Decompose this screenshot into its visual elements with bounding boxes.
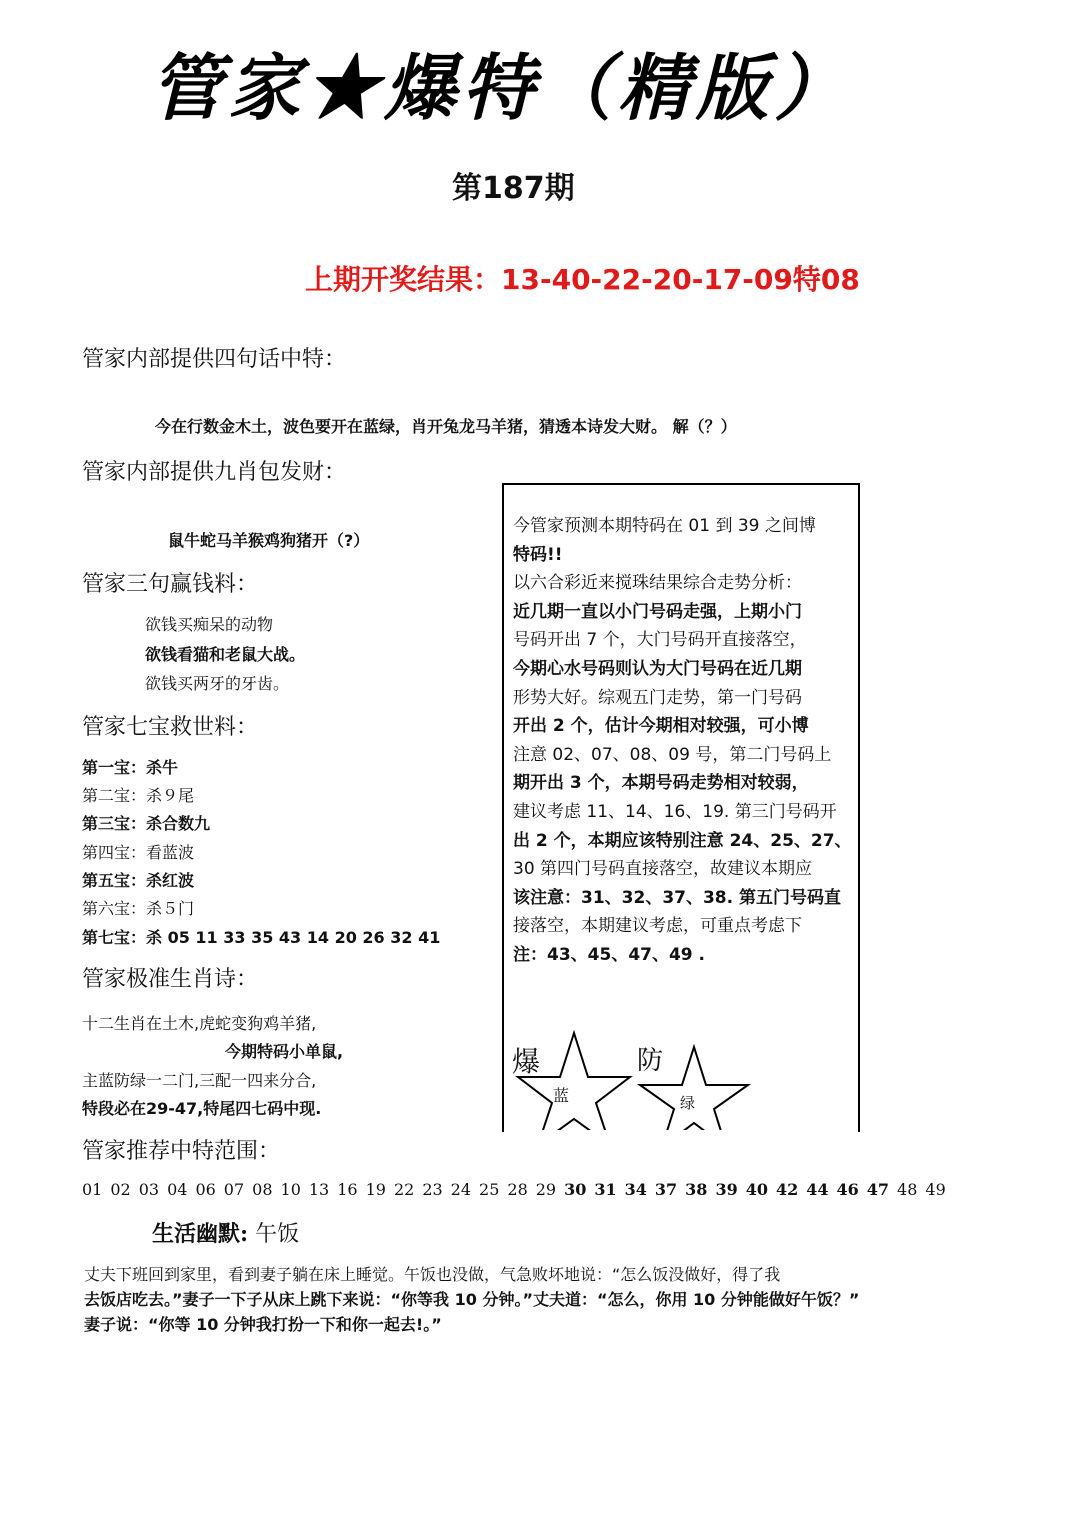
- treasure-item: 第二宝：杀９尾: [82, 786, 195, 805]
- prediction-line: 开出 2 个，估计今期相对较强，可小博: [513, 716, 809, 737]
- range-number: 19: [365, 1180, 386, 1199]
- nine-zodiac-heading: 管家内部提供九肖包发财：: [82, 460, 347, 485]
- range-number: 08: [252, 1180, 273, 1199]
- prediction-line: 今期心水号码则认为大门号码在近几期: [513, 658, 802, 679]
- range-number: 03: [138, 1180, 160, 1199]
- three-sentence-line: 欲钱买两牙的牙齿。: [145, 674, 290, 693]
- treasure-item: 第三宝：杀合数九: [82, 814, 211, 833]
- star-left-big-label: 爆: [512, 1045, 541, 1078]
- joke-heading-title: 午饭: [255, 1222, 300, 1247]
- seven-treasures-heading: 管家七宝救世料：: [82, 715, 259, 740]
- range-number: 37: [654, 1180, 678, 1199]
- poem-heading: 管家极准生肖诗：: [82, 967, 259, 992]
- prediction-text: [513, 512, 855, 970]
- range-numbers: [82, 1180, 954, 1199]
- treasure-item: 第一宝：杀牛: [82, 758, 179, 777]
- range-number: 24: [450, 1180, 472, 1199]
- joke-line: 去饭店吃去。”妻子一下子从床上跳下来说：“你等我 10 分钟。”丈夫道：“怎么，你用 10 分钟能做好午饭？”: [84, 1290, 860, 1309]
- prediction-line: 接落空，本期建议考虑，可重点考虑下: [513, 916, 802, 937]
- prediction-line: 今管家预测本期特码在 01 到 39 之间博: [513, 516, 816, 536]
- poem-line: 十二生肖在土木,虎蛇变狗鸡羊猪,: [82, 1014, 317, 1033]
- range-number: 29: [535, 1180, 557, 1199]
- range-number: 04: [167, 1180, 188, 1199]
- prediction-line: 注意 02、07、08、09 号，第二门号码上: [513, 744, 832, 765]
- range-number: 06: [195, 1180, 216, 1199]
- prediction-line: 近几期一直以小门号码走强，上期小门: [513, 601, 802, 622]
- range-number: 46: [836, 1180, 859, 1199]
- range-number: 47: [866, 1180, 890, 1199]
- prediction-line: 出 2 个，本期应该特别注意 24、25、27、: [513, 830, 852, 851]
- range-number: 13: [308, 1180, 330, 1199]
- nine-zodiac-text: 鼠牛蛇马羊猴鸡狗猪开（?）: [168, 531, 370, 550]
- three-sentence-line: 欲钱买痴呆的动物: [145, 615, 274, 634]
- star-right-small-label: 绿: [680, 1094, 696, 1112]
- joke-line: 妻子说：“你等 10 分钟我打扮一下和你一起去!。”: [84, 1315, 442, 1334]
- range-number: 48: [897, 1180, 918, 1199]
- prediction-line: 期开出 3 个，本期号码走势相对较弱，: [513, 773, 809, 794]
- range-number: 40: [745, 1180, 768, 1199]
- treasure-item: 第五宝：杀红波: [82, 871, 195, 890]
- range-number: 39: [715, 1180, 738, 1199]
- treasure-item: 第六宝：杀５门: [82, 899, 195, 918]
- last-result: 上期开奖结果：13-40-22-20-17-09特08: [305, 263, 860, 296]
- poem-line: 特段必在29-47,特尾四七码中现.: [82, 1099, 322, 1118]
- range-number: 42: [775, 1180, 799, 1199]
- prediction-line: 该注意：31、32、37、38. 第五门号码直: [513, 887, 842, 908]
- three-sentence-line: 欲钱看猫和老鼠大战。: [145, 645, 306, 664]
- joke-line: 丈夫下班回到家里，看到妻子躺在床上睡觉。午饭也没做，气急败坏地说：“怎么饭没做好，得了我: [84, 1265, 781, 1284]
- prediction-line: 特码!!: [513, 544, 563, 565]
- range-number: 49: [925, 1180, 946, 1199]
- four-sentences-text: 今在行数金木土，波色要开在蓝绿，肖开兔龙马羊猪，猜透本诗发大财。 解（？）: [155, 417, 737, 436]
- treasure-item: 第四宝：看蓝波: [82, 843, 195, 862]
- range-number: 31: [594, 1180, 617, 1199]
- prediction-line: 以六合彩近来搅珠结果综合走势分析：: [513, 573, 802, 594]
- joke-heading: [152, 1217, 299, 1248]
- star-left-small-label: 蓝: [553, 1086, 570, 1105]
- page-title: 管家★爆特（精版）: [150, 45, 853, 130]
- poem-line: 主蓝防绿一二门,三配一四来分合,: [82, 1071, 317, 1090]
- range-number: 02: [110, 1180, 131, 1199]
- joke-heading-label: 生活幽默:: [152, 1221, 249, 1247]
- treasure-item: 第七宝：杀 05 11 33 35 43 14 20 26 32 41: [82, 928, 441, 947]
- poem-line: 今期特码小单鼠,: [225, 1042, 344, 1061]
- range-number: 28: [507, 1180, 528, 1199]
- range-number: 01: [82, 1180, 103, 1199]
- range-number: 44: [806, 1180, 829, 1199]
- range-number: 16: [337, 1180, 358, 1199]
- range-number: 30: [564, 1180, 587, 1199]
- four-sentences-heading: 管家内部提供四句话中特：: [82, 347, 347, 372]
- range-number: 07: [223, 1180, 245, 1199]
- issue-number: 第187期: [452, 171, 575, 206]
- three-sentences-heading: 管家三句赢钱料：: [82, 572, 259, 597]
- prediction-line: 注：43、45、47、49 .: [513, 944, 706, 965]
- range-number: 38: [685, 1180, 708, 1199]
- joke-body: [84, 1262, 984, 1337]
- range-number: 25: [479, 1180, 500, 1199]
- range-number: 10: [280, 1180, 301, 1199]
- prediction-line: 建议考虑 11、14、16、19. 第三门号码开: [513, 801, 837, 822]
- prediction-line: 30 第四门号码直接落空，故建议本期应: [513, 859, 813, 880]
- range-heading: 管家推荐中特范围：: [82, 1139, 281, 1164]
- range-number: 34: [624, 1180, 647, 1199]
- range-number: 22: [393, 1180, 415, 1199]
- prediction-line: 号码开出 7 个，大门号码开直接落空，: [513, 630, 807, 651]
- range-number: 23: [422, 1180, 443, 1199]
- star-right-big-label: 防: [637, 1046, 664, 1076]
- prediction-line: 形势大好。综观五门走势，第一门号码: [513, 687, 802, 708]
